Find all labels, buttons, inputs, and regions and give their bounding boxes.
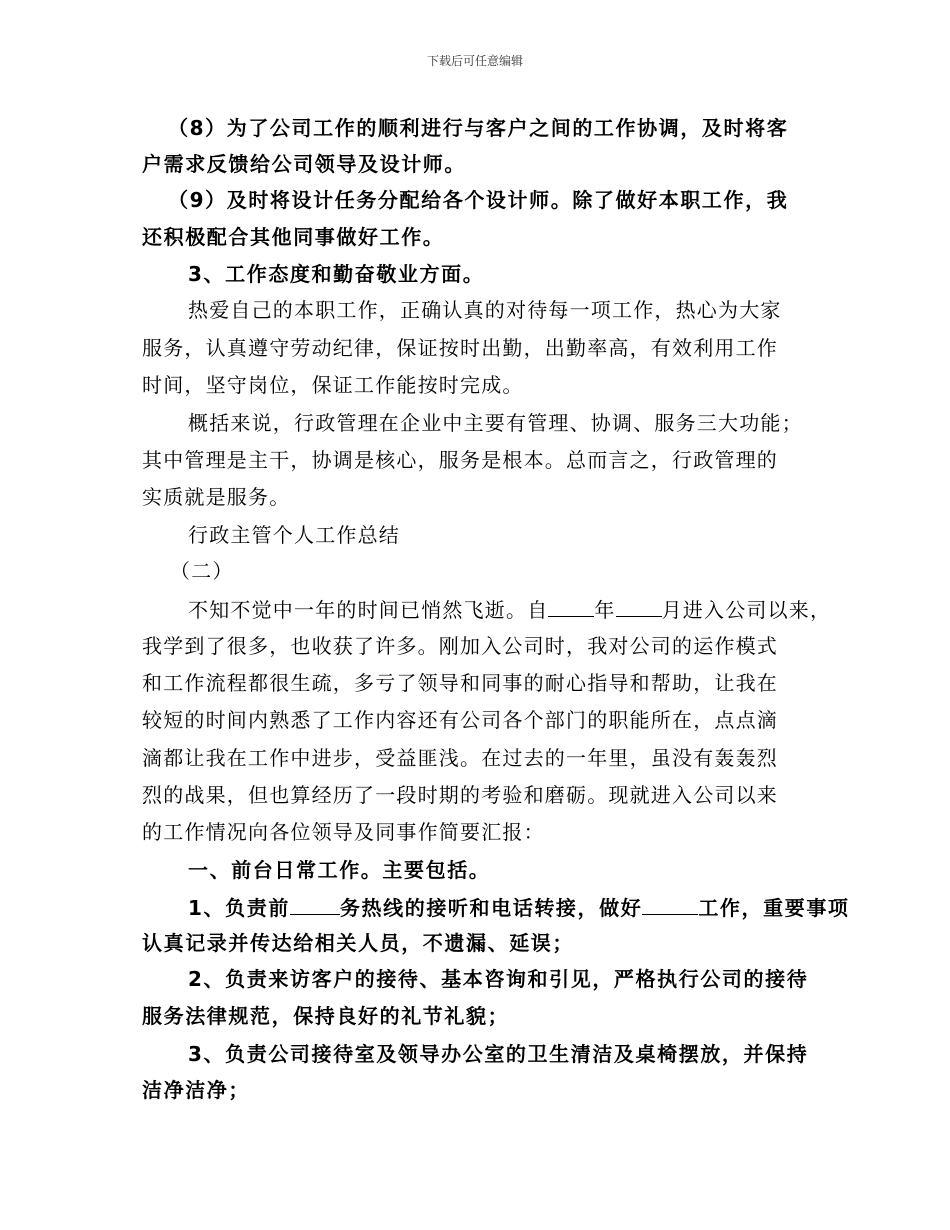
para-line: 热爱自己的本职工作，正确认真的对待每一项工作，热心为大家 [188, 298, 782, 322]
fill-blank [290, 892, 340, 915]
para-line: 概括来说，行政管理在企业中主要有管理、协调、服务三大功能； [188, 411, 803, 435]
para-line: 滴都让我在工作中进步，受益匪浅。在过去的一年里，虽没有轰轰烈 [142, 746, 778, 770]
para-line: 和工作流程都很生疏，多亏了领导和同事的耐心指导和帮助，让我在 [142, 671, 778, 695]
section-heading: 一、前台日常工作。主要包括。 [188, 858, 491, 882]
page-header: 下载后可任意编辑 [426, 54, 523, 68]
para-line: 的工作情况向各位领导及同事作简要汇报： [142, 820, 545, 844]
text-segment: 务热线的接听和电话转接，做好 [339, 896, 643, 920]
para-line: 洁净洁净； [142, 1078, 250, 1102]
para-line: 实质就是服务。 [142, 485, 291, 509]
para-line: 户需求反馈给公司领导及设计师。 [142, 152, 466, 176]
para-line: 较短的时间内熟悉了工作内容还有公司各个部门的职能所在，点点滴 [142, 708, 778, 732]
para-line: 烈的战果，但也算经历了一段时期的考验和磨砺。现就进入公司以来 [142, 783, 778, 807]
text-segment: 年 [594, 598, 616, 622]
para-line: 我学到了很多，也收获了许多。刚加入公司时，我对公司的运作模式 [142, 634, 778, 658]
para-line: （9）及时将设计任务分配给各个设计师。除了做好本职工作，我 [168, 188, 789, 212]
para-line: 其中管理是主干，协调是核心，服务是根本。总而言之，行政管理的 [142, 448, 778, 472]
para-line: 服务，认真遵守劳动纪律，保证按时出勤，出勤率高，有效利用工作 [142, 336, 778, 360]
fill-blank [548, 594, 594, 617]
fill-blank [616, 594, 662, 617]
para-line: 服务法律规范，保持良好的礼节礼貌； [142, 1004, 510, 1028]
para-line [188, 892, 850, 922]
para-line: 认真记录并传达给相关人员，不遗漏、延误； [142, 931, 574, 955]
text-segment: 工作，重要事项 [698, 896, 850, 920]
para-line [188, 594, 831, 624]
text-segment: 不知不觉中一年的时间已悄然飞逝。自 [188, 598, 549, 622]
section-heading: 3、工作态度和勤奋敬业方面。 [188, 262, 485, 286]
para-line: 2、负责来访客户的接待、基本咨询和引见，严格执行公司的接待 [188, 967, 809, 991]
text-segment: 1、负责前 [188, 896, 290, 920]
para-line: 时间，坚守岗位，保证工作能按时完成。 [142, 373, 524, 397]
text-segment: 月进入公司以来， [661, 598, 832, 622]
document-subtitle: （二） [170, 559, 234, 583]
para-line: （8）为了公司工作的顺利进行与客户之间的工作协调，及时将客 [168, 116, 789, 140]
fill-blank [642, 892, 698, 915]
document-title: 行政主管个人工作总结 [188, 523, 400, 547]
para-line: 3、负责公司接待室及领导办公室的卫生清洁及桌椅摆放，并保持 [188, 1042, 809, 1066]
para-line: 还积极配合其他同事做好工作。 [142, 225, 445, 249]
